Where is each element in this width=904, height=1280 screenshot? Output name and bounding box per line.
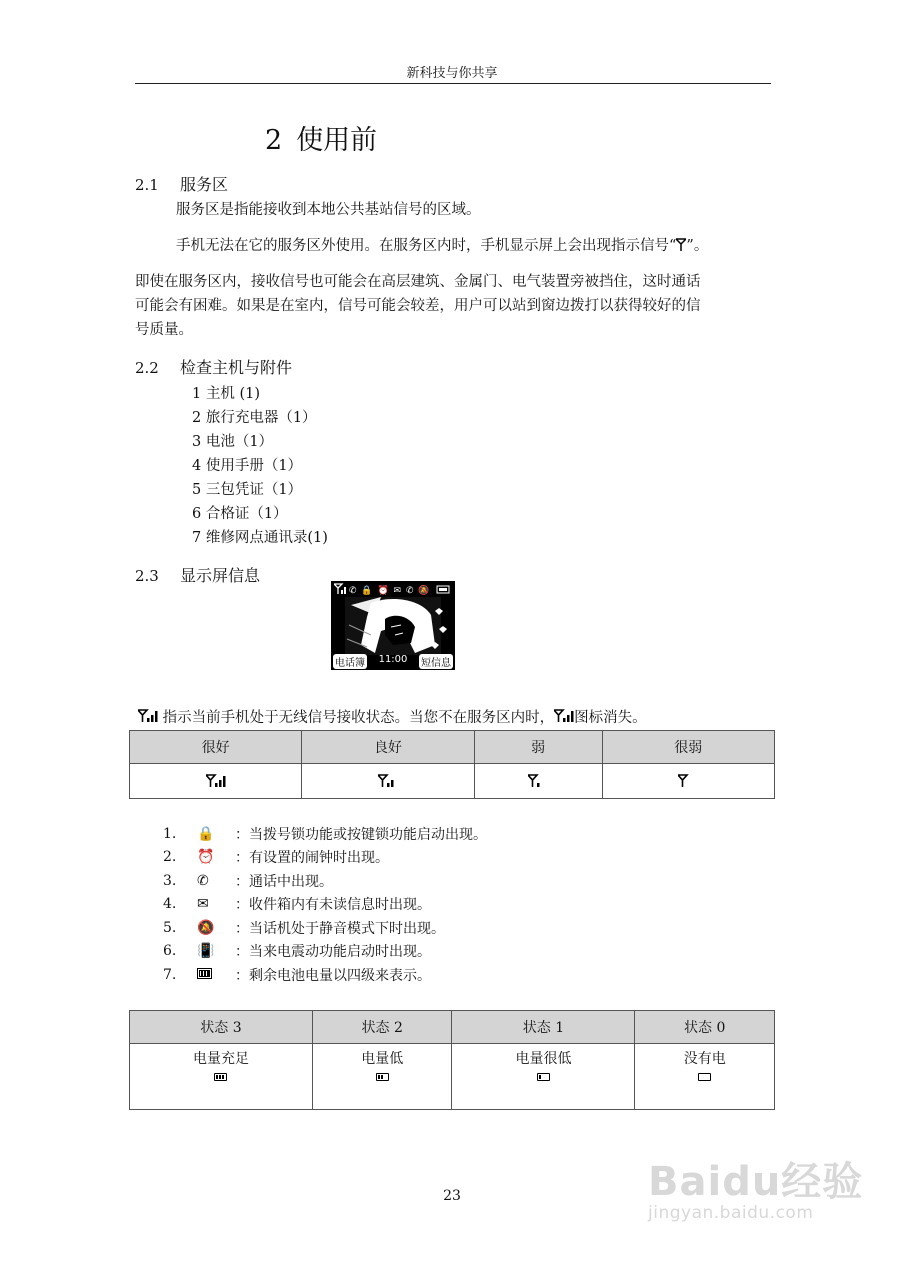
list-item: 3 电池（1） [192,434,274,450]
signal-icon [138,709,158,723]
alarm-icon: ⏰ [197,849,215,866]
signal-level-icon [206,774,226,788]
table-cell [302,764,474,799]
paragraph-text: 手机无法在它的服务区外使用。在服务区内时，手机显示屏上会出现指示信号“ [176,238,677,254]
table-cell [130,1044,313,1110]
list-item: 5 三包凭证（1） [192,482,303,498]
paragraph [176,234,708,258]
item-text: ：通话中出现。 [235,873,333,890]
battery-label: 电量低 [361,1051,404,1067]
battery-icon [197,967,235,983]
battery-level-icon [537,1073,550,1081]
table-header: 良好 [302,731,474,764]
list-item: 2 旅行充电器（1） [192,410,317,426]
lcd-softkeys [333,654,453,669]
list-item: 6 合格证（1） [192,506,288,522]
chapter-name: 使用前 [296,125,378,156]
signal-description [138,706,647,730]
envelope-icon: ✉ [197,896,209,913]
list-item: 7 维修网点通讯录(1) [192,530,328,546]
accessory-list [192,382,328,550]
page-number: 23 [443,1188,461,1204]
section-heading-2-3 [135,563,260,586]
chapter-number: 2 [265,125,283,156]
battery-level-icon [376,1073,389,1081]
item-text: ：收件箱内有未读信息时出现。 [235,897,431,914]
signal-level-icon [378,774,398,788]
list-item [163,963,487,987]
lcd-status-bar-icons [334,583,452,595]
item-number: 5. [163,919,177,936]
section-heading-2-2 [135,355,292,378]
header-rule [135,83,771,84]
table-cell [312,1044,452,1110]
item-text: ：剩余电池电量以四级来表示。 [235,967,431,984]
battery-label: 电量充足 [192,1051,249,1067]
watermark-brand: Baidu经验 [648,1159,864,1205]
section-heading-2-1 [135,172,228,195]
lcd-clock: 11:00 [378,654,408,665]
list-item [163,893,487,917]
signal-icon [554,709,574,723]
section-title: 检查主机与附件 [180,358,293,377]
battery-level-icon [698,1073,711,1081]
lock-icon: 🔒 [197,825,215,842]
paragraph-text: ”。 [686,238,709,254]
signal-level-icon [528,774,548,788]
paragraph-line: 可能会有困难。如果是在室内，信号可能会较差，用户可以站到窗边拨打以获得较好的信 [135,298,701,314]
paragraph-line: 即使在服务区内，接收信号也可能会在高层建筑、金属门、电气装置旁被挡住，这时通话 [135,274,701,290]
item-text: ：有设置的闹钟时出现。 [235,850,389,867]
table-header: 很好 [130,731,302,764]
section-number: 2.1 [135,176,159,194]
watermark [648,1150,863,1223]
svg-text:✆ 🔒 ⏰ ✉ ✆ 🔕: ✆ 🔒 ⏰ ✉ ✆ 🔕 [349,586,431,595]
item-text: ：当来电震动功能启动时出现。 [235,944,431,961]
table-cell [602,764,774,799]
battery-label: 电量很低 [515,1051,572,1067]
section-title: 显示屏信息 [180,566,261,585]
table-cell [474,764,602,799]
list-item: 1 主机 (1) [192,386,260,402]
signal-description-text: 指示当前手机处于无线信号接收状态。当您不在服务区内时， [158,710,555,726]
battery-level-table [129,1010,775,1110]
chapter-title [265,118,377,157]
mute-bell-icon: 🔕 [197,919,215,936]
watermark-url: jingyan.baidu.com [648,1203,814,1223]
list-item: 4 使用手册（1） [192,458,303,474]
item-number: 2. [163,849,177,866]
phone-lcd-screen [331,581,455,670]
table-cell [452,1044,635,1110]
lcd-wallpaper-illustration [331,595,455,657]
signal-strength-table [129,730,775,799]
lcd-softkey-phonebook: 电话簿 [333,654,367,669]
battery-level-icon [214,1073,227,1081]
section-number: 2.3 [135,567,159,585]
table-header: 状态 1 [452,1011,635,1044]
vibrate-icon: 📳 [197,943,215,960]
table-header: 状态 2 [312,1011,452,1044]
item-number: 7. [163,966,177,983]
item-text: ：当话机处于静音模式下时出现。 [235,920,445,937]
item-text: ：当拨号锁功能或按键锁功能启动出现。 [235,826,487,843]
list-item [163,916,487,940]
table-header: 弱 [474,731,602,764]
list-item [163,846,487,870]
list-item [163,869,487,893]
table-header: 状态 3 [130,1011,313,1044]
item-number: 3. [163,872,177,889]
lcd-softkey-messages: 短信息 [419,654,453,669]
item-number: 6. [163,943,177,960]
table-header: 状态 0 [635,1011,775,1044]
list-item [163,940,487,964]
item-number: 1. [163,825,177,842]
antenna-icon [676,238,686,251]
section-number: 2.2 [135,359,159,377]
paragraph-line: 号质量。 [135,322,193,338]
item-number: 4. [163,896,177,913]
table-header: 很弱 [602,731,774,764]
signal-level-icon [678,774,698,788]
list-item [163,822,487,846]
phone-icon: ✆ [197,872,209,889]
running-header: 新科技与你共享 [406,66,498,81]
paragraph: 服务区是指能接收到本地公共基站信号的区域。 [176,202,481,218]
signal-description-text: 图标消失。 [574,710,647,726]
section-title: 服务区 [180,175,229,194]
battery-label: 没有电 [683,1051,726,1067]
table-cell [130,764,302,799]
status-icon-list [163,822,487,987]
paragraph [135,270,775,342]
table-cell [635,1044,775,1110]
